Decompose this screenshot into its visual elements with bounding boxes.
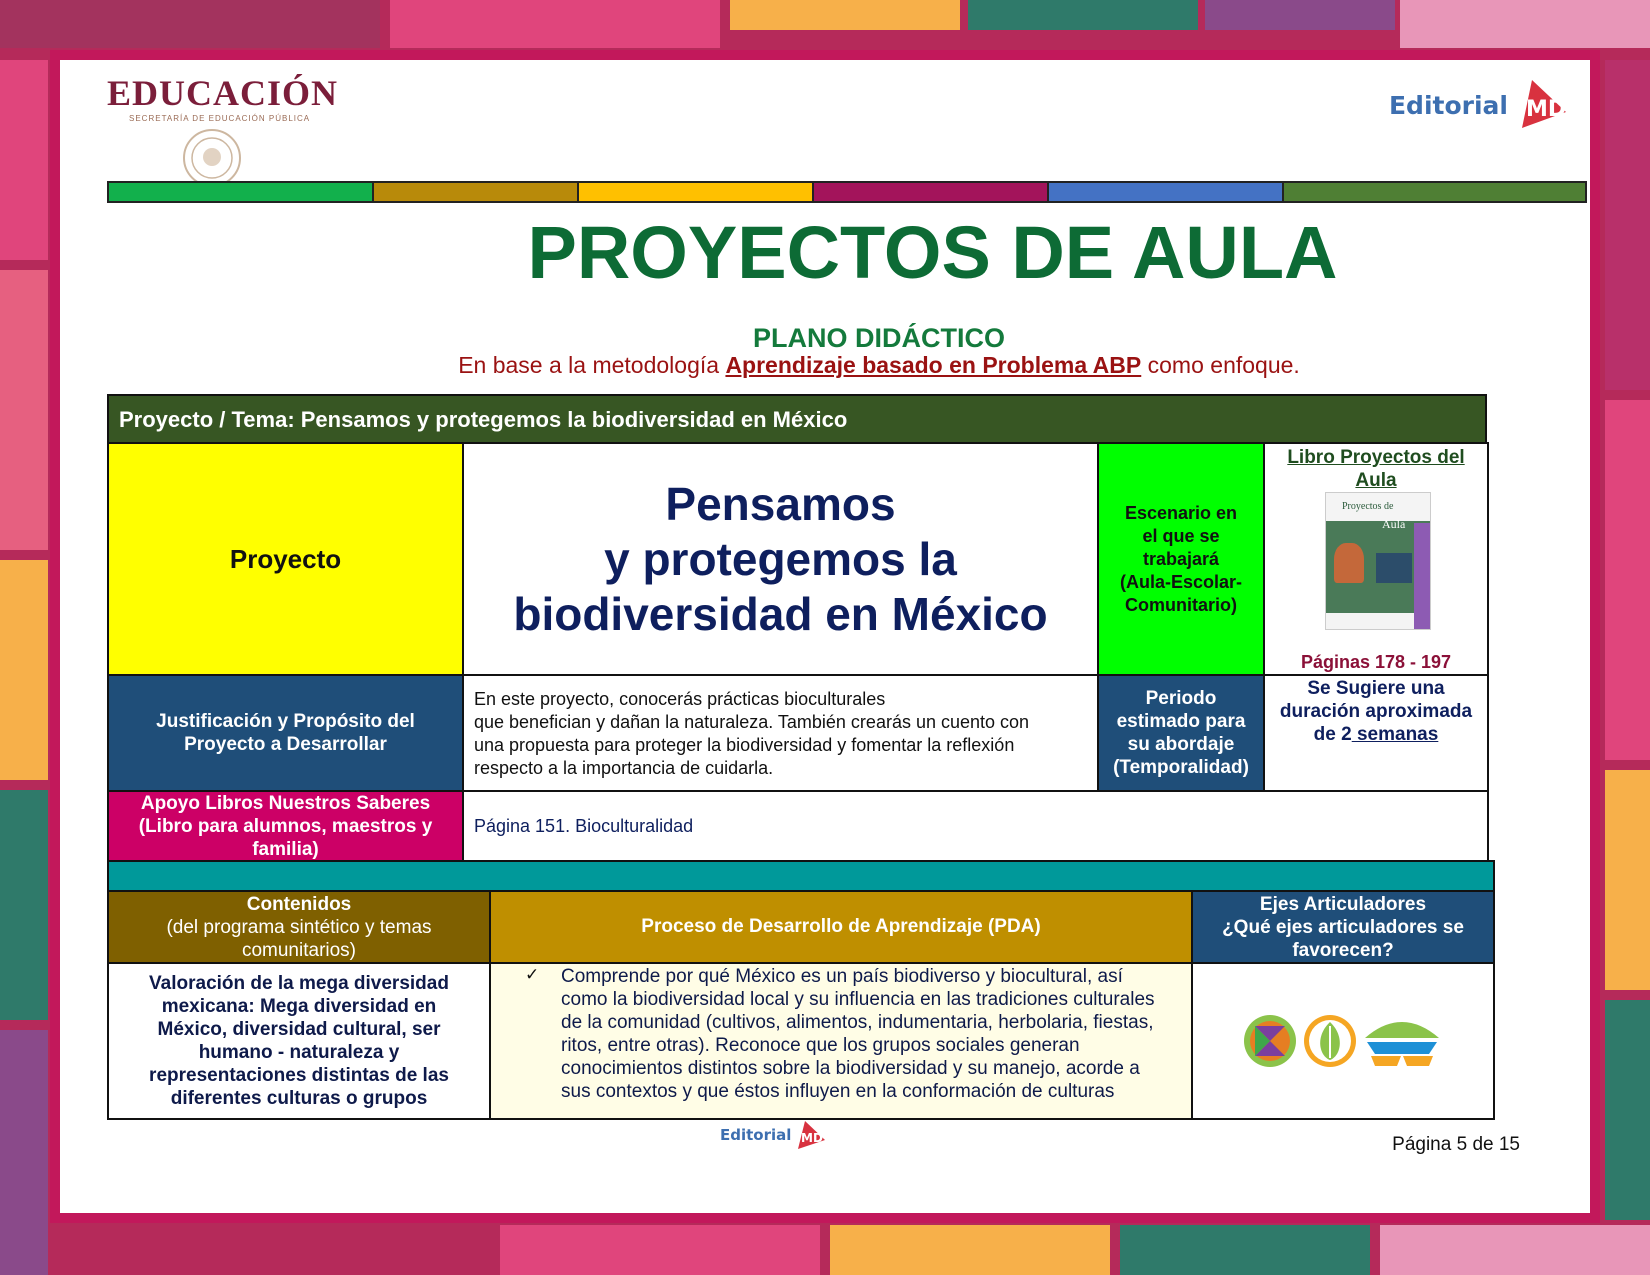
contents-header-sub: (del programa sintético y temas — [166, 916, 432, 938]
justification-line: respecto a la importancia de cuidarla. — [474, 758, 774, 778]
stripe-segment — [109, 183, 374, 201]
period-weeks-link[interactable]: semanas — [1351, 724, 1439, 745]
contents-line: Valoración de la mega diversidad — [149, 973, 449, 994]
book-title[interactable] — [1265, 446, 1487, 492]
contents-line: diferentes culturas o grupos — [170, 1088, 428, 1109]
page-title: PROYECTOS DE AULA — [527, 211, 1338, 294]
stripe-segment — [1049, 183, 1284, 201]
scenario-line: Escenario en — [1124, 502, 1238, 523]
justification-label-line: Justificación y Propósito del — [156, 711, 415, 732]
axes-header-line: favorecen? — [1292, 939, 1394, 961]
book-cover-image — [1325, 492, 1431, 630]
scenario-cell — [1097, 442, 1265, 676]
color-stripe — [107, 181, 1587, 203]
bg-tile — [1400, 0, 1650, 48]
period-value-cell — [1263, 674, 1489, 792]
contents-line: mexicana: Mega diversidad en — [161, 996, 437, 1017]
period-label-cell — [1097, 674, 1265, 792]
page-number: Página 5 de 15 — [1392, 1134, 1520, 1155]
editorial-md-logo — [1389, 76, 1570, 134]
pda-line: sus contextos y que éstos influyen en la conformación de culturas — [561, 1081, 1115, 1102]
project-name — [513, 477, 1047, 642]
page-content — [60, 60, 1590, 1213]
method-suffix: como enfoque. — [1141, 352, 1300, 378]
period-value-line: duración aproximada — [1279, 701, 1473, 722]
pda-line: ritos, entre otras). Reconoce que los grupos sociales generan — [561, 1035, 1080, 1056]
book-cell — [1263, 442, 1489, 676]
book-title-line: Libro Proyectos del — [1287, 447, 1465, 468]
contents-header-sub: comunitarios) — [241, 939, 357, 961]
bg-tile — [500, 1225, 820, 1275]
pda-line: Comprende por qué México es un país biodiverso y biocultural, así — [561, 966, 1123, 987]
project-label: Proyecto — [229, 543, 342, 574]
bg-tile — [390, 0, 720, 48]
project-label-cell — [107, 442, 464, 676]
period-label-line: su abordaje — [1127, 734, 1235, 755]
methodology-line — [60, 352, 1590, 379]
support-value: Página 151. Bioculturalidad — [474, 816, 694, 836]
support-label-cell — [107, 790, 464, 862]
justification-label-line: Proyecto a Desarrollar — [184, 734, 387, 755]
period-value-line — [1265, 723, 1487, 746]
bg-tile — [0, 60, 48, 260]
bg-tile — [0, 1030, 48, 1275]
footer-editorial-logo — [720, 1118, 827, 1152]
contents-header-cell — [107, 890, 491, 964]
sep-logo-title: EDUCACIÓN — [107, 73, 339, 113]
period-label-line: Periodo — [1145, 688, 1217, 709]
support-label-line: (Libro para alumnos, maestros y — [138, 815, 433, 837]
pda-header: Proceso de Desarrollo de Aprendizaje (PDA) — [641, 916, 1041, 937]
interculturality-axis-icon — [1301, 1012, 1359, 1070]
bg-tile — [0, 270, 48, 550]
sep-logo-subtitle: SECRETARÍA DE EDUCACIÓN PÚBLICA — [129, 114, 311, 123]
stripe-segment — [1284, 183, 1585, 201]
axes-icons-cell — [1191, 962, 1495, 1120]
sep-logo — [107, 72, 337, 187]
bg-tile — [0, 0, 380, 48]
section-divider — [107, 860, 1495, 892]
pda-header-cell — [489, 890, 1193, 964]
book-title-line: Aula — [1355, 470, 1397, 491]
project-name-cell — [462, 442, 1099, 676]
bg-tile — [0, 560, 48, 780]
contents-header-title: Contenidos — [246, 893, 352, 915]
period-value-prefix: de 2 — [1313, 724, 1352, 745]
bg-tile — [830, 1225, 1110, 1275]
axes-header-line: Ejes Articuladores — [1259, 893, 1427, 915]
footer-md-mark-icon — [793, 1118, 827, 1152]
justification-label-cell — [107, 674, 464, 792]
support-label-line: familia) — [252, 838, 319, 860]
bg-tile — [730, 0, 960, 30]
svg-text:MD: MD — [801, 1131, 824, 1145]
support-label-line: Apoyo Libros Nuestros Saberes — [140, 792, 431, 814]
period-label-line: (Temporalidad) — [1113, 757, 1249, 778]
justification-line: una propuesta para proteger la biodiversidad y fomentar la reflexión — [474, 735, 1015, 755]
page-subtitle: PLANO DIDÁCTICO — [753, 323, 1005, 353]
pda-line: como la biodiversidad local y su influencia en las tradiciones culturales — [561, 989, 1155, 1010]
period-value-line: Se Sugiere una — [1307, 678, 1445, 699]
scenario-line: Comunitario) — [1125, 594, 1237, 615]
bg-tile — [0, 790, 48, 1020]
life-saberes-axis-icon — [1361, 1012, 1443, 1070]
contents-line: representaciones distintas de las — [149, 1065, 449, 1086]
axes-header-line: ¿Qué ejes articuladores se — [1222, 916, 1464, 938]
contents-line: México, diversidad cultural, ser — [157, 1019, 441, 1040]
project-header-text: Proyecto / Tema: Pensamos y protegemos la biodiversidad en México — [119, 407, 848, 432]
scenario-line: el que se — [1142, 525, 1220, 546]
pda-line: conocimientos distintos sobre la biodiversidad y su manejo, acorde a — [561, 1058, 1140, 1079]
support-value-cell — [462, 790, 1489, 862]
bg-tile — [1605, 1000, 1650, 1220]
scenario-line: (Aula-Escolar- — [1119, 571, 1243, 592]
editorial-logo-text: Editorial — [1388, 90, 1508, 120]
stripe-segment — [374, 183, 579, 201]
contents-line: humano - naturaleza y — [198, 1042, 400, 1063]
stripe-segment — [814, 183, 1049, 201]
pda-text — [561, 965, 1155, 1103]
justification-text-cell — [462, 674, 1099, 792]
method-link[interactable]: Aprendizaje basado en Problema ABP — [725, 352, 1142, 378]
project-name-line: Pensamos — [665, 477, 896, 530]
bg-tile — [1205, 0, 1395, 30]
pda-line: de la comunidad (cultivos, alimentos, indumentaria, herbolaria, fiestas, — [561, 1012, 1154, 1033]
period-label-line: estimado para — [1116, 711, 1246, 732]
contents-cell — [107, 962, 491, 1120]
scenario-label — [1120, 502, 1242, 617]
inclusion-axis-icon — [1241, 1012, 1299, 1070]
project-name-line: y protegemos la — [604, 532, 957, 585]
scenario-line: trabajará — [1142, 548, 1220, 569]
md-mark-icon — [1512, 76, 1570, 134]
project-name-line: biodiversidad en México — [513, 587, 1048, 640]
footer-logo-text: Editorial — [720, 1126, 792, 1144]
method-prefix: En base a la metodología — [458, 352, 726, 378]
stripe-segment — [579, 183, 814, 201]
check-icon: ✓ — [525, 965, 540, 985]
book-pages: Páginas 178 - 197 — [1300, 652, 1452, 672]
pda-cell — [489, 962, 1193, 1120]
book-cover-title: Proyectos de — [1342, 501, 1394, 512]
bg-tile — [1120, 1225, 1370, 1275]
book-cover-word: Aula — [1382, 517, 1406, 531]
project-header-row — [107, 394, 1487, 444]
justification-line: En este proyecto, conocerás prácticas bioculturales — [474, 689, 886, 709]
mexico-seal-icon — [183, 129, 241, 187]
document-page — [50, 50, 1600, 1223]
bg-tile — [1605, 60, 1650, 390]
bg-tile — [968, 0, 1198, 30]
bg-tile — [1380, 1225, 1650, 1275]
svg-text:MD: MD — [1526, 97, 1567, 122]
bg-tile — [1605, 770, 1650, 990]
bg-tile — [1605, 400, 1650, 760]
justification-line: que benefician y dañan la naturaleza. También crearás un cuento con — [474, 712, 1030, 732]
axes-header-cell — [1191, 890, 1495, 964]
